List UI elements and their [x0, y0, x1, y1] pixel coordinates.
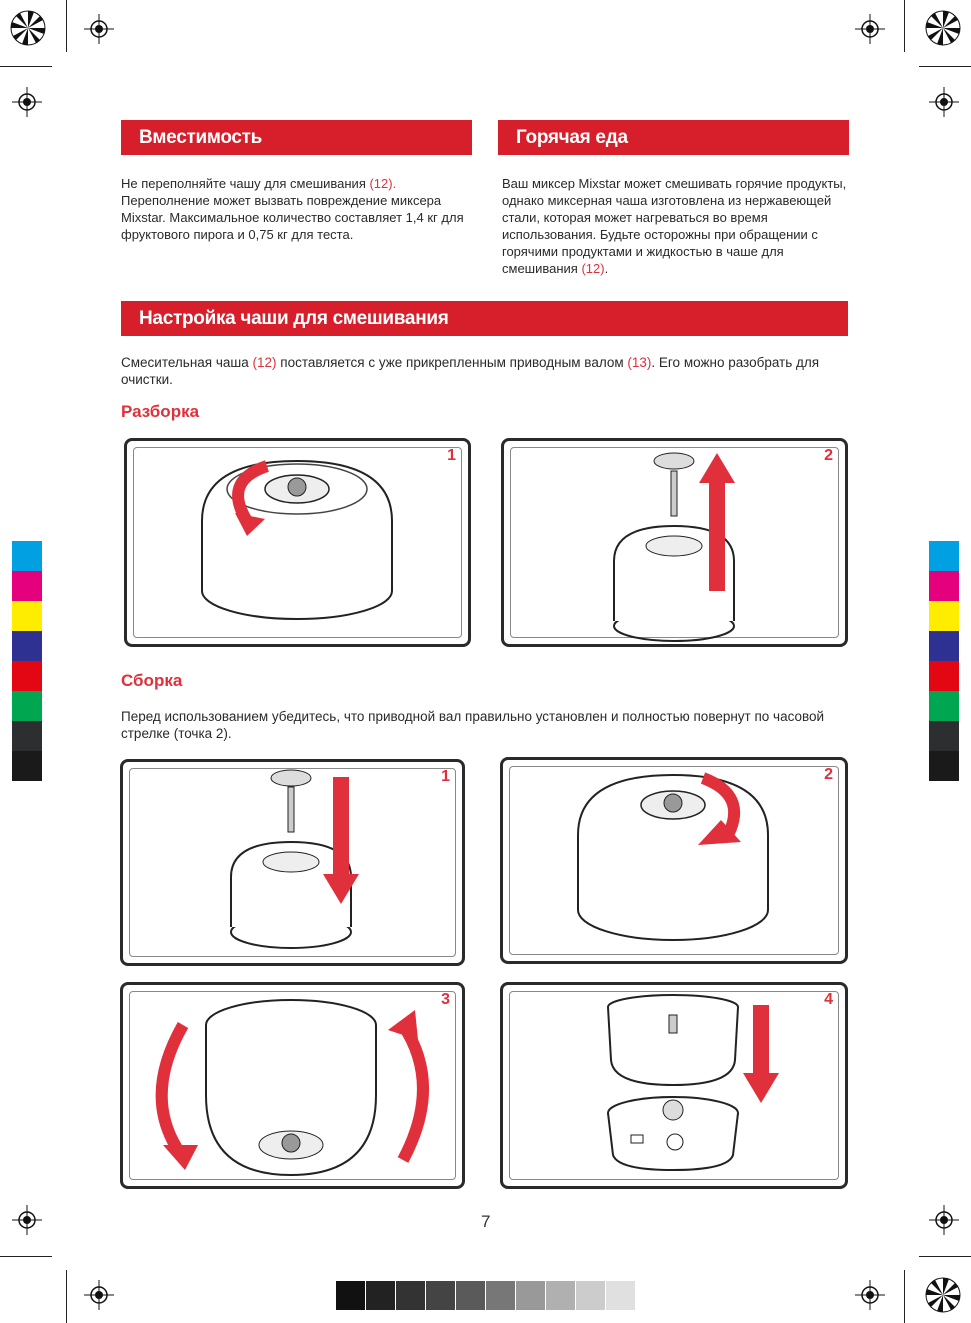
color-swatch	[929, 601, 959, 631]
gray-swatch	[426, 1281, 455, 1310]
illustration-panel	[124, 438, 471, 647]
illustration-panel	[501, 438, 848, 647]
gray-swatch	[606, 1281, 635, 1310]
color-swatch	[12, 571, 42, 601]
reference-number: (12)	[581, 261, 605, 276]
text-fragment: . Его можно разобрать для очистки.	[121, 355, 820, 387]
crop-mark	[904, 0, 905, 52]
hot-food-text	[502, 175, 850, 277]
crosshair-icon	[929, 87, 959, 117]
gray-swatch	[396, 1281, 425, 1310]
color-swatch	[12, 631, 42, 661]
color-swatch	[929, 691, 959, 721]
illustration-panel	[120, 982, 465, 1189]
color-swatch	[12, 721, 42, 751]
shaft-insert-icon	[123, 762, 462, 963]
step-number: 3	[441, 991, 450, 1008]
gray-swatch	[486, 1281, 515, 1310]
color-swatch	[929, 661, 959, 691]
crosshair-icon	[855, 14, 885, 44]
step-number: 1	[441, 768, 450, 785]
assembly-note: Перед использованием убедитесь, что приводной вал правильно установлен и полностью повернут по часовой стрелке (точка 2).	[121, 709, 825, 741]
bowl-mount-icon	[503, 985, 845, 1186]
color-swatch	[929, 541, 959, 571]
reference-number: (12).	[369, 176, 397, 191]
crosshair-icon	[855, 1280, 885, 1310]
step-number: 1	[447, 447, 456, 464]
text-fragment: Ваш миксер Mixstar может смешивать горячие продукты, однако миксерная чаша изготовлена из нержавеющей стали, которая может нагреваться во время использования. Будьте осторожны при обращении с горячими продуктами и жидкостью в чаше для смешивания	[502, 176, 847, 276]
bowl-top-view-icon	[127, 441, 468, 644]
section-header-hot-food	[498, 120, 849, 155]
capacity-text	[121, 175, 473, 243]
illustration-panel	[120, 759, 465, 966]
step-number: 4	[824, 991, 833, 1008]
color-swatch	[12, 661, 42, 691]
text-fragment: поставляется с уже прикрепленным приводным валом	[276, 355, 628, 370]
reference-number: (13)	[627, 355, 652, 370]
text-fragment: Смесительная чаша	[121, 355, 253, 370]
crosshair-icon	[929, 1205, 959, 1235]
color-swatch	[12, 751, 42, 781]
color-swatch	[929, 631, 959, 661]
color-swatch	[12, 691, 42, 721]
section-header-bowl-setup	[121, 301, 848, 336]
text-fragment: Не переполняйте чашу для смешивания	[121, 176, 370, 191]
color-swatch	[12, 541, 42, 571]
crop-mark	[66, 1270, 67, 1323]
crop-mark	[0, 1256, 52, 1257]
section-title: Вместимость	[139, 126, 263, 148]
shaft-removal-icon	[504, 441, 845, 644]
subheading-disassembly: Разборка	[121, 402, 200, 421]
text-fragment: .	[604, 261, 609, 276]
gray-swatch	[576, 1281, 605, 1310]
registration-mark-icon	[925, 10, 961, 46]
crop-mark	[919, 1256, 971, 1257]
crosshair-icon	[84, 14, 114, 44]
section-title: Горячая еда	[516, 126, 628, 148]
gray-swatch	[366, 1281, 395, 1310]
gray-swatch	[456, 1281, 485, 1310]
crop-mark	[0, 66, 52, 67]
bowl-flip-icon	[123, 985, 462, 1186]
shaft-rotate-icon	[503, 760, 845, 961]
page-number: 7	[481, 1212, 491, 1231]
section-title: Настройка чаши для смешивания	[139, 307, 449, 329]
crosshair-icon	[12, 1205, 42, 1235]
crop-mark	[919, 66, 971, 67]
section-header-capacity	[121, 120, 472, 155]
color-swatch	[12, 601, 42, 631]
text-fragment: Переполнение может вызвать повреждение миксера Mixstar. Максимальное количество составляет 1,4 кг для фруктового пирога и 0,75 кг для теста.	[121, 193, 464, 242]
crosshair-icon	[84, 1280, 114, 1310]
subheading-assembly: Сборка	[121, 671, 183, 690]
registration-mark-icon	[925, 1277, 961, 1313]
illustration-panel	[500, 757, 848, 964]
crop-mark	[904, 1270, 905, 1323]
color-swatch	[929, 571, 959, 601]
reference-number: (12)	[252, 355, 277, 370]
color-swatch	[929, 751, 959, 781]
color-swatch	[929, 721, 959, 751]
step-number: 2	[824, 766, 833, 783]
gray-swatch	[516, 1281, 545, 1310]
illustration-panel	[500, 982, 848, 1189]
gray-swatch	[546, 1281, 575, 1310]
step-number: 2	[824, 447, 833, 464]
gray-swatch	[336, 1281, 365, 1310]
crosshair-icon	[12, 87, 42, 117]
crop-mark	[66, 0, 67, 52]
registration-mark-icon	[10, 10, 46, 46]
bowl-setup-intro	[121, 354, 841, 388]
